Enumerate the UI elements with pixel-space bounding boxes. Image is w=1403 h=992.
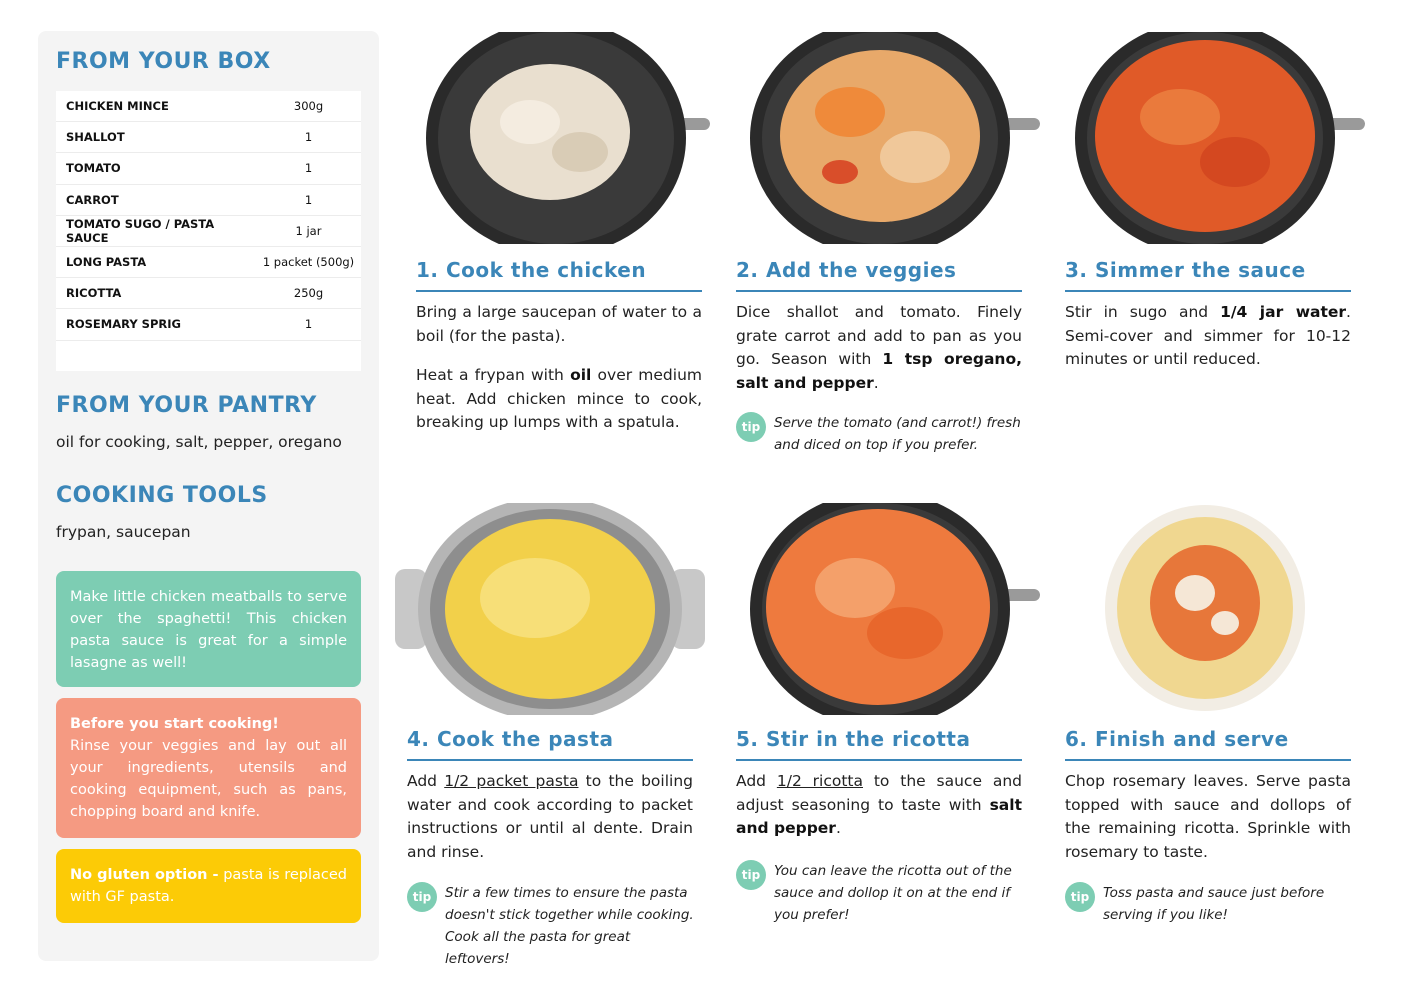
- ingredient-name: RICOTTA: [66, 286, 122, 301]
- ingredient-quantity: 1 jar: [295, 223, 322, 238]
- step-5-text-e: .: [835, 819, 841, 837]
- step-5-text-seasoning: salt and pepper: [736, 795, 1022, 837]
- step-6-tip: [1065, 882, 1351, 926]
- ingredient-row: [56, 185, 361, 216]
- meatball-tip-callout: [56, 571, 361, 687]
- ingredient-row: [56, 216, 361, 247]
- step-5-instructions: [736, 770, 1022, 857]
- ingredient-name: CARROT: [66, 192, 119, 207]
- gluten-free-callout: [56, 849, 361, 923]
- step-2-text-seasoning: 1 tsp oregano, salt and pepper: [736, 350, 1022, 392]
- from-your-box-heading: FROM YOUR BOX: [56, 49, 271, 74]
- step-3-instructions: [1065, 301, 1351, 388]
- step-6-text: Chop rosemary leaves. Serve pasta topped with sauce and dollops of the remaining ricotta. Sprinkle with rosemary to taste.: [1065, 772, 1351, 861]
- ingredient-name: TOMATO: [66, 161, 121, 176]
- ingredient-name: LONG PASTA: [66, 255, 147, 270]
- tip-icon: tip: [1065, 882, 1095, 912]
- ingredient-quantity: 1: [304, 317, 313, 332]
- step-4-text-c: to the boiling water and cook according to packet instructions or until al dente. Drain and rinse.: [407, 772, 693, 861]
- ingredient-quantity: 1: [304, 161, 313, 176]
- step-5-title: 5. Stir in the ricotta: [736, 727, 1022, 761]
- pantry-items: oil for cooking, salt, pepper, oregano: [56, 433, 342, 451]
- step-4-tip: [407, 882, 697, 970]
- cooking-tools-list: frypan, saucepan: [56, 523, 191, 541]
- step-6-instructions: [1065, 770, 1351, 880]
- step-4-title: 4. Cook the pasta: [407, 727, 693, 761]
- ingredient-row: [56, 278, 361, 309]
- step-2-title: 2. Add the veggies: [736, 258, 1022, 292]
- step-4-text-pasta-qty: 1/2 packet pasta: [444, 772, 579, 790]
- ingredient-name: CHICKEN MINCE: [66, 99, 169, 114]
- step-2-tip: [736, 412, 1022, 456]
- step-3-text-a: Stir in sugo and: [1065, 303, 1221, 321]
- step-1-title: 1. Cook the chicken: [416, 258, 702, 292]
- gluten-free-text: pasta is replaced with GF pasta.: [70, 867, 347, 905]
- ingredient-row: [56, 309, 361, 340]
- ingredients-sidebar: [38, 31, 379, 961]
- step-4-photo-pasta-in-colander: [395, 503, 707, 715]
- ingredient-quantity: 1 packet (500g): [262, 255, 355, 270]
- step-1-text-c: over medium heat. Add chicken mince to cook, breaking up lumps with a spatula.: [416, 366, 703, 431]
- step-5-text-c: to the sauce and adjust seasoning to taste with: [736, 772, 1022, 814]
- step-6-title: 6. Finish and serve: [1065, 727, 1351, 761]
- gluten-free-title: No gluten option -: [70, 867, 219, 883]
- tip-icon: tip: [736, 412, 766, 442]
- box-ingredients-table: [56, 91, 361, 371]
- ingredient-quantity: 300g: [293, 99, 324, 114]
- step-2-photo-veggies-in-pan: [740, 32, 1040, 244]
- ingredient-row: [56, 247, 361, 278]
- ingredient-name: ROSEMARY SPRIG: [66, 317, 181, 332]
- before-cooking-text: Rinse your veggies and lay out all your ingredients, utensils and cooking equipment, such as pans, chopping board and knife.: [70, 738, 347, 820]
- step-2-tip-text: Serve the tomato (and carrot!) fresh and diced on top if you prefer.: [774, 415, 1021, 453]
- step-6-tip-text: Toss pasta and sauce just before serving if you like!: [1103, 885, 1325, 923]
- step-1-text-oil: oil: [570, 366, 592, 384]
- step-2-text-a: Dice shallot and tomato. Finely grate carrot and add to pan as you go. Season with: [736, 303, 1022, 368]
- ingredient-quantity: 1: [304, 130, 313, 145]
- from-your-pantry-heading: FROM YOUR PANTRY: [56, 393, 317, 418]
- step-3-photo-simmering-sauce: [1070, 32, 1370, 244]
- step-4-text-a: Add: [407, 772, 445, 790]
- ingredient-name: TOMATO SUGO / PASTA SAUCE: [66, 216, 215, 245]
- step-3-text-water: 1/4 jar water: [1220, 303, 1347, 321]
- before-cooking-callout: [56, 698, 361, 838]
- step-1-instructions: [416, 301, 702, 451]
- tip-icon: tip: [407, 882, 437, 912]
- ingredient-name: SHALLOT: [66, 130, 125, 145]
- step-6-photo-plated-pasta: [1105, 503, 1305, 713]
- step-5-text-a: Add: [736, 772, 777, 790]
- step-2-text-c: .: [873, 373, 879, 392]
- step-3-text-c: . Semi-cover and simmer for 10-12 minutes or until reduced.: [1065, 303, 1351, 368]
- step-2-instructions: [736, 301, 1022, 411]
- ingredient-row: [56, 122, 361, 153]
- ingredient-row: [56, 91, 361, 122]
- step-1-photo-chicken-in-pan: [410, 32, 710, 244]
- step-3-title: 3. Simmer the sauce: [1065, 258, 1351, 292]
- step-5-tip: [736, 860, 1022, 926]
- cooking-tools-heading: COOKING TOOLS: [56, 483, 268, 508]
- step-4-instructions: [407, 770, 693, 880]
- step-1-text-a: Heat a frypan with: [416, 366, 571, 384]
- tip-icon: tip: [736, 860, 766, 890]
- step-4-tip-text: Stir a few times to ensure the pasta doesn't stick together while cooking. Cook all the pasta for great leftovers!: [445, 885, 694, 967]
- ingredient-quantity: 250g: [293, 286, 324, 301]
- step-1-text-boil: Bring a large saucepan of water to a boil (for the pasta).: [416, 303, 702, 345]
- meatball-tip-text: Make little chicken meatballs to serve over the spaghetti! This chicken pasta sauce is great for a simple lasagne as well!: [70, 589, 347, 671]
- step-5-tip-text: You can leave the ricotta out of the sauce and dollop it on at the end if you prefer!: [774, 863, 1012, 923]
- before-cooking-title: Before you start cooking!: [70, 716, 279, 732]
- step-5-photo-sauce-with-ricotta: [740, 503, 1040, 715]
- ingredient-row: [56, 153, 361, 184]
- step-5-text-ricotta-qty: 1/2 ricotta: [776, 772, 863, 790]
- ingredient-quantity: 1: [304, 192, 313, 207]
